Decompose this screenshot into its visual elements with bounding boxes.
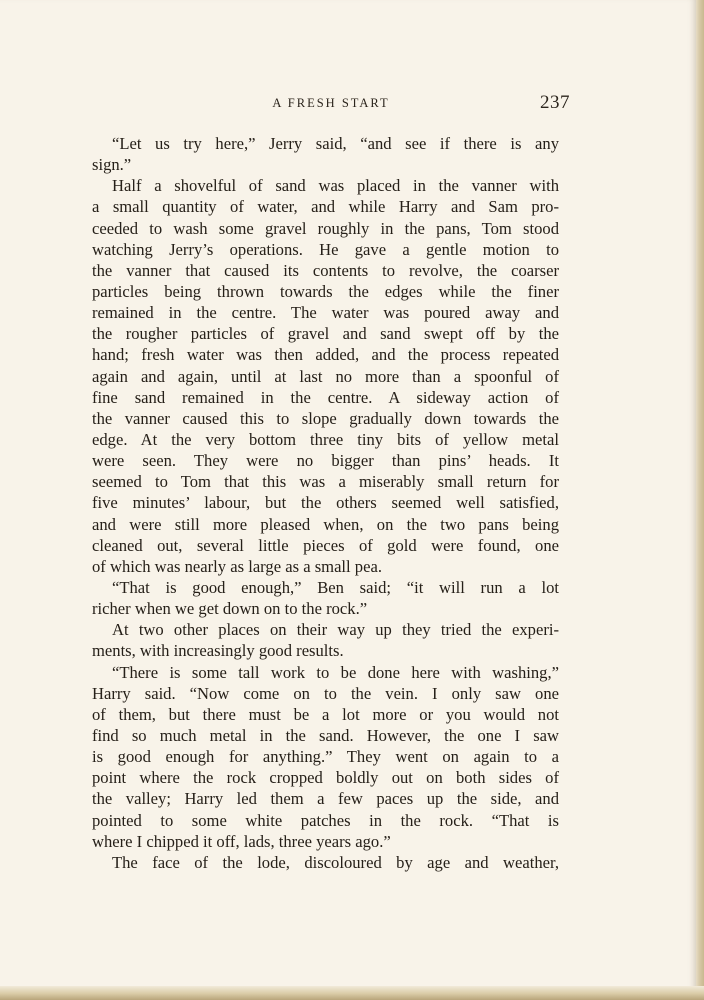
text-line: pointed to some white patches in the rock. “That is [92,810,559,830]
text-line: Harry said. “Now come on to the vein. I only saw one [92,683,559,703]
text-line: Half a shovelful of sand was placed in the vanner with [112,176,559,196]
text-line: sign.” [92,155,132,175]
text-line: the valley; Harry led them a few paces up the side, and [92,789,559,809]
text-line: of which was nearly as large as a small pea. [92,556,382,576]
text-line: cleaned out, several little pieces of gold were found, one [92,535,559,555]
page-edge-right [696,0,704,1000]
body-text [92,133,559,873]
text-line: is good enough for anything.” They went on again to a [92,747,559,767]
text-line: edge. At the very bottom three tiny bits of yellow metal [92,429,559,449]
text-line: a small quantity of water, and while Harry and Sam pro- [92,197,559,217]
page-edge-bottom [0,986,704,1000]
text-line: fine sand remained in the centre. A sideway action of [92,387,559,407]
text-line: The face of the lode, discoloured by age and weather, [112,852,559,872]
text-line: hand; fresh water was then added, and the process repeated [92,345,559,365]
text-line: seemed to Tom that this was a miserably small return for [92,472,559,492]
text-line: where I chipped it off, lads, three years ago.” [92,831,391,851]
text-line: the rougher particles of gravel and sand swept off by the [92,324,559,344]
text-line: richer when we get down on to the rock.” [92,599,368,619]
text-line: ceeded to wash some gravel roughly in the pans, Tom stood [92,218,559,238]
text-line: again and again, until at last no more than a spoonful of [92,366,559,386]
text-line: five minutes’ labour, but the others seemed well satisfied, [92,493,559,513]
text-line: “Let us try here,” Jerry said, “and see if there is any [112,134,559,153]
text-line: of them, but there must be a lot more or you would not [92,704,559,724]
text-line: “That is good enough,” Ben said; “it will run a lot [112,577,559,597]
running-head [92,92,570,114]
text-line: point where the rock cropped boldly out on both sides of [92,768,559,788]
running-title: A FRESH START [272,96,390,110]
text-line: the vanner that caused its contents to revolve, the coarser [92,260,559,280]
text-line: At two other places on their way up they tried the experi- [112,620,559,640]
text-line: particles being thrown towards the edges while the finer [92,281,559,301]
text-line: and were still more pleased when, on the two pans being [92,514,559,534]
text-line: watching Jerry’s operations. He gave a gentle motion to [92,239,559,259]
text-line: the vanner caused this to slope gradually down towards the [92,408,559,428]
page-number: 237 [540,92,570,113]
text-line: “There is some tall work to be done here with washing,” [112,662,559,682]
text-line: remained in the centre. The water was poured away and [92,303,559,323]
text-line: were seen. They were no bigger than pins’ heads. It [92,451,559,471]
text-line: ments, with increasingly good results. [92,641,344,661]
text-line: find so much metal in the sand. However, the one I saw [92,725,559,745]
